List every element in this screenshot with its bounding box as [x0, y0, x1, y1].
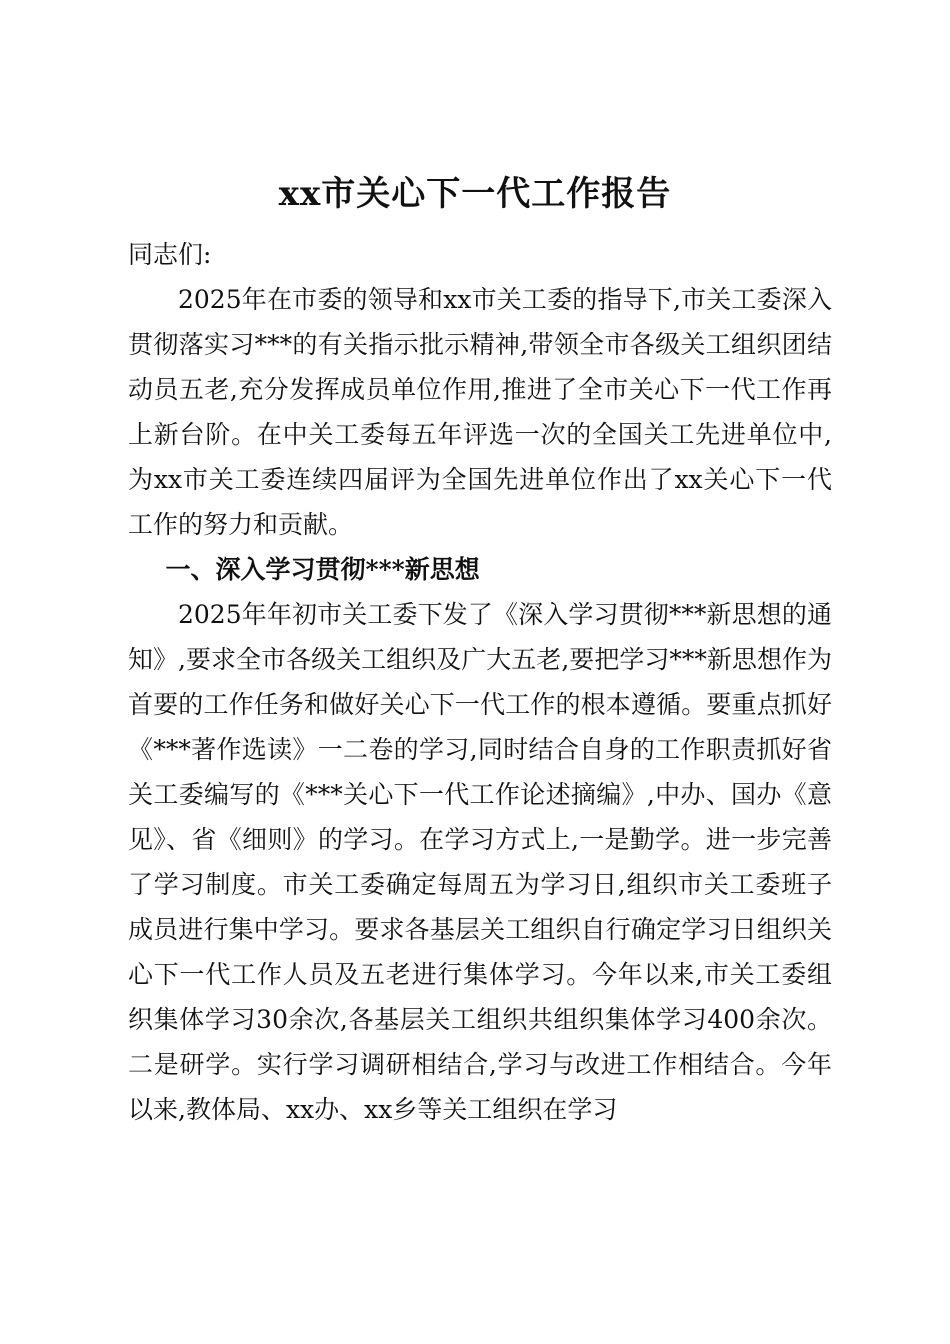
paragraph-intro: 2025年在市委的领导和xx市关工委的指导下,市关工委深入贯彻落实习***的有关指示批示精神,带领全市各级关工组织团结动员五老,充分发挥成员单位作用,推进了全市关心下一代工作再上新台阶。在中关工委每五年评选一次的全国关工先进单位中,为xx市关工委连续四届评为全国先进单位作出了xx关心下一代工作的努力和贡献。: [128, 285, 832, 539]
section-heading: 一、深入学习贯彻***新思想: [165, 555, 480, 584]
paragraph-section-1: 2025年年初市关工委下发了《深入学习贯彻***新思想的通知》,要求全市各级关工组织及广大五老,要把学习***新思想作为首要的工作任务和做好关心下一代工作的根本遵循。要重点抓好《***著作选读》一二卷的学习,同时结合自身的工作职责抓好省关工委编写的《***关心下一代工作论述摘编》,中办、国办《意见》、省《细则》的学习。在学习方式上,一是勤学。进一步完善了学习制度。市关工委确定每周五为学习日,组织市关工委班子成员进行集中学习。要求各基层关工组织自行确定学习日组织关心下一代工作人员及五老进行集体学习。今年以来,市关工委组织集体学习30余次,各基层关工组织共组织集体学习400余次。二是研学。实行学习调研相结合,学习与改进工作相结合。今年以来,教体局、xx办、xx乡等关工组织在学习: [128, 600, 832, 1124]
document-title: xx市关心下一代工作报告: [278, 174, 672, 214]
document-body: [128, 232, 832, 1132]
salutation: 同志们:: [128, 240, 212, 269]
